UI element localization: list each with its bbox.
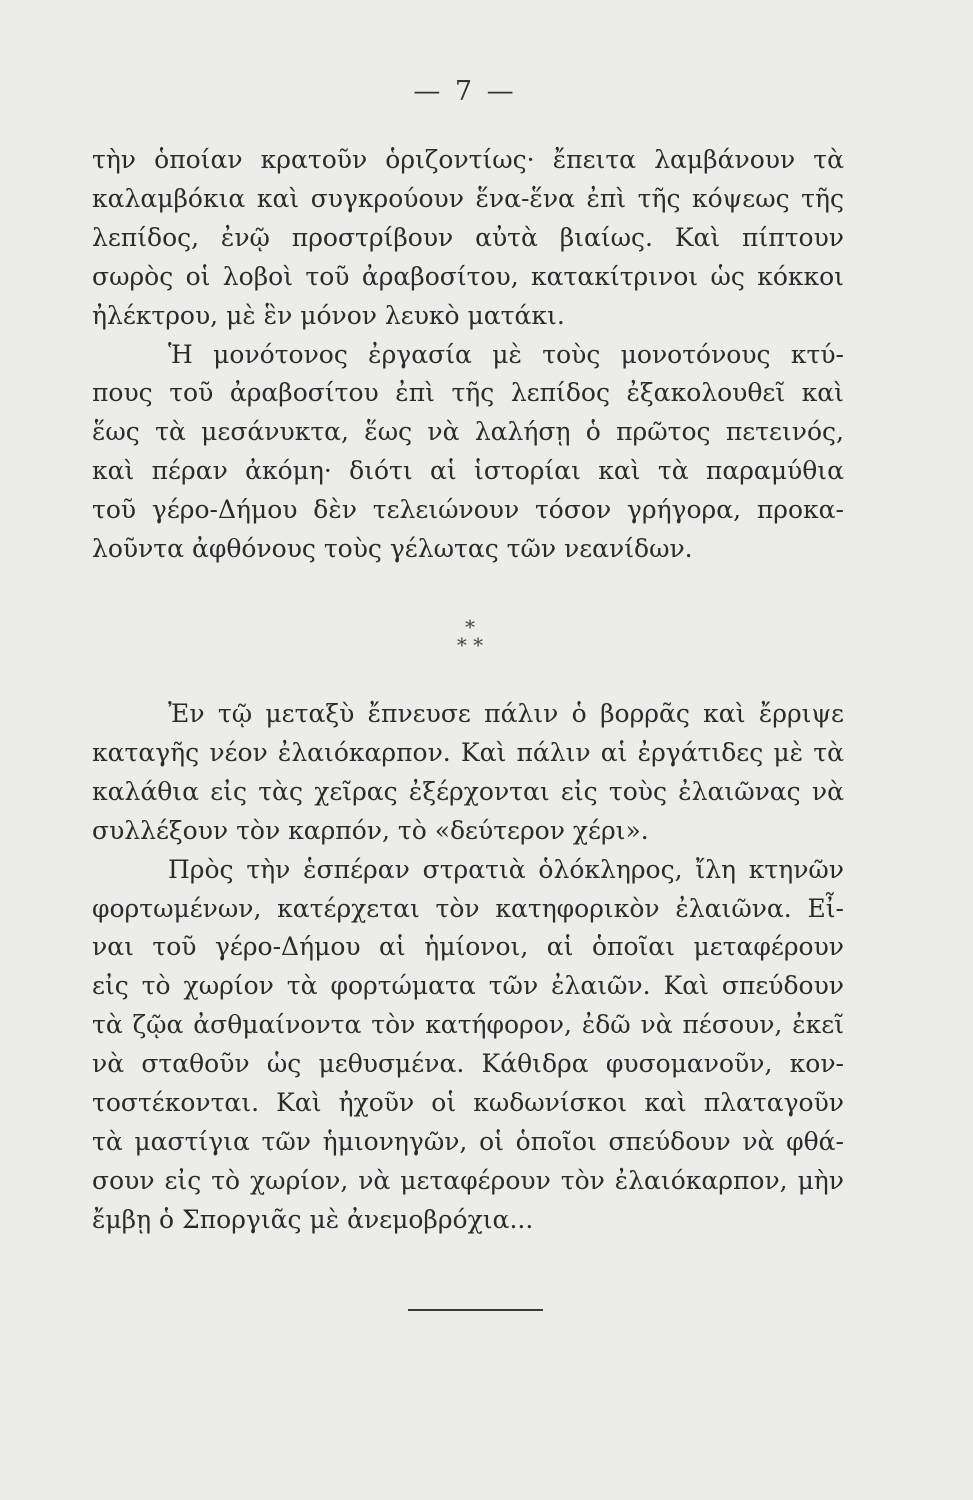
text-line: σουν εἰς τὸ χωρίον, νὰ μεταφέρουν τὸν ἐλαιόκαρπον, μὴν [92, 1165, 844, 1195]
text-line: τὰ ζῷα ἀσθμαίνοντα τὸν κατήφορον, ἐδῶ νὰ πέσουν, ἐκεῖ [92, 1010, 844, 1040]
text-line: καταγῆς νέον ἐλαιόκαρπον. Καὶ πάλιν αἱ ἐργάτιδες μὲ τὰ [92, 737, 844, 767]
text-block-before-break [92, 141, 844, 569]
paragraph [92, 141, 844, 336]
text-line: καλαμβόκια καὶ συγκρούουν ἕνα-ἕνα ἐπὶ τῆς κόψεως τῆς [92, 183, 844, 213]
section-break-asterism [420, 615, 520, 657]
text-line: ἠλέκτρου, μὲ ἓν μόνον λευκὸ ματάκι. [92, 300, 565, 330]
text-line: σωρὸς οἱ λοβοὶ τοῦ ἀραβοσίτου, κατακίτρινοι ὡς κόκκοι [92, 261, 844, 291]
text-line: πους τοῦ ἀραβοσίτου ἐπὶ τῆς λεπίδος ἐξακολουθεῖ καὶ [92, 378, 844, 408]
text-line: Ἐν τῷ μεταξὺ ἔπνευσε πάλιν ὁ βορρᾶς καὶ ἔρριψε [168, 699, 844, 728]
asterism-top: * [465, 615, 475, 639]
text-line: τοῦ γέρο-Δήμου δὲν τελειώνουν τόσον γρήγορα, προκα- [92, 495, 844, 525]
text-line: Ἡ μονότονος ἐργασία μὲ τοὺς μονοτόνους κτύ- [168, 339, 844, 369]
paragraph [92, 851, 844, 1240]
end-rule [408, 1309, 543, 1311]
text-line: νὰ σταθοῦν ὡς μεθυσμένα. Κάθιδρα φυσομανοῦν, κον- [92, 1049, 844, 1079]
text-line: τὴν ὁποίαν κρατοῦν ὁριζοντίως· ἔπειτα λαμβάνουν τὰ [92, 145, 844, 174]
text-line: ἔμβῃ ὁ Σποργιᾶς μὲ ἀνεμοβρόχια... [92, 1204, 534, 1234]
text-line: λοῦντα ἀφθόνους τοὺς γέλωτας τῶν νεανίδων. [92, 534, 693, 564]
text-line: καλάθια εἰς τὰς χεῖρας ἐξέρχονται εἰς τοὺς ἐλαιῶνας νὰ [92, 776, 844, 806]
asterism-bottom: * * [456, 633, 484, 657]
text-line: φορτωμένων, κατέρχεται τὸν κατηφορικὸν ἐλαιῶνα. Εἶ- [92, 893, 844, 923]
text-line: λεπίδος, ἐνῷ προστρίβουν αὐτὰ βιαίως. Καὶ πίπτουν [92, 222, 844, 252]
text-line: εἰς τὸ χωρίον τὰ φορτώματα τῶν ἐλαιῶν. Καὶ σπεύδουν [92, 971, 844, 1001]
text-block-after-break [92, 695, 844, 1240]
page-number: — 7 — [413, 76, 517, 107]
text-line: ἕως τὰ μεσάνυκτα, ἕως νὰ λαλήσῃ ὁ πρῶτος πετεινός, [92, 417, 844, 447]
paragraph [92, 695, 844, 851]
paragraph [92, 336, 844, 569]
text-line: συλλέξουν τὸν καρπόν, τὸ «δεύτερον χέρι». [92, 815, 649, 845]
text-line: τοστέκονται. Καὶ ἠχοῦν οἱ κωδωνίσκοι καὶ πλαταγοῦν [92, 1088, 844, 1118]
text-line: ναι τοῦ γέρο-Δήμου αἱ ἡμίονοι, αἱ ὁποῖαι μεταφέρουν [92, 932, 844, 962]
text-line: Πρὸς τὴν ἑσπέραν στρατιὰ ὁλόκληρος, ἴλη κτηνῶν [168, 854, 844, 884]
text-line: καὶ πέραν ἀκόμη· διότι αἱ ἱστορίαι καὶ τὰ παραμύθια [92, 456, 844, 486]
text-line: τὰ μαστίγια τῶν ἡμιονηγῶν, οἱ ὁποῖοι σπεύδουν νὰ φθά- [92, 1126, 844, 1156]
